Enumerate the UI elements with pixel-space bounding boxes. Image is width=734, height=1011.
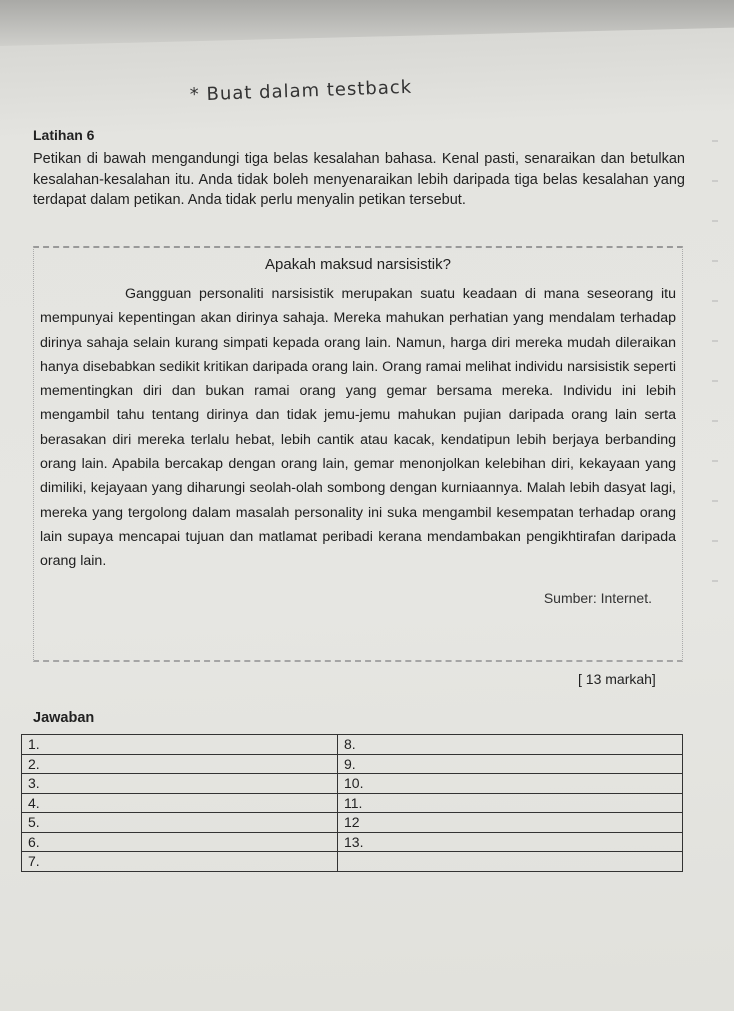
answer-row bbox=[22, 774, 683, 794]
answer-cell-right[interactable]: 11. bbox=[338, 793, 683, 813]
answer-heading: Jawaban bbox=[33, 710, 95, 726]
answer-cell-right[interactable]: 12 bbox=[338, 813, 683, 833]
answer-row bbox=[22, 754, 683, 774]
page-edge-marks bbox=[712, 140, 718, 620]
answer-cell-left[interactable]: 2. bbox=[22, 754, 338, 774]
answer-cell-left[interactable]: 4. bbox=[22, 793, 338, 813]
page-shadow bbox=[0, 0, 734, 46]
answer-table bbox=[21, 734, 683, 872]
answer-cell-left[interactable]: 1. bbox=[22, 735, 338, 755]
marks-label: [ 13 markah] bbox=[578, 671, 656, 687]
answer-row bbox=[22, 735, 683, 755]
instructions-text: Petikan di bawah mengandungi tiga belas kesalahan bahasa. Kenal pasti, senaraikan dan betulkan kesalahan-kesalahan itu. Anda tidak boleh menyenaraikan lebih daripada tiga belas kesalahan yang terdapat dalam petikan. Anda tidak perlu menyalin petikan tersebut. bbox=[33, 151, 685, 208]
answer-cell-right[interactable]: 10. bbox=[338, 774, 683, 794]
answer-row bbox=[22, 832, 683, 852]
exercise-title: Latihan 6 bbox=[33, 127, 95, 143]
answer-cell-left[interactable]: 7. bbox=[22, 852, 338, 872]
answer-cell-right[interactable]: 13. bbox=[338, 832, 683, 852]
excerpt-body: Gangguan personaliti narsisistik merupakan suatu keadaan di mana seseorang itu mempunyai kepentingan akan dirinya sahaja. Mereka mahukan perhatian yang mendalam terhadap dirinya sahaja selain kurang simpati kepada orang lain. Namun, harga diri mereka mudah dileraikan hanya disebabkan sedikit kritikan daripada orang lain. Orang ramai melihat individu narsisistik seperti mementingkan diri dan bukan ramai orang yang gemar bersama mereka. Individu ini lebih mengambil tahu tentang dirinya dan tidak jemu-jemu mahukan pujian daripada orang lain serta berasakan diri mereka terlalu hebat, lebih cantik atau kacak, kendatipun lebih berjaya berbanding orang lain. Apabila bercakap dengan orang lain, gemar menonjolkan kelebihan diri, kekayaan yang dimiliki, kejayaan yang diharungi seolah-olah sombong dengan kurniaannya. Malah lebih dasyat lagi, mereka yang tergolong dalam masalah personality ini suka mengambil kesempatan terhadap orang lain supaya mencapai tujuan dan matlamat peribadi kerana mendambakan pengikhtirafan daripada orang lain. bbox=[40, 286, 676, 570]
answer-cell-right[interactable]: 8. bbox=[338, 735, 683, 755]
answer-cell-right[interactable]: 9. bbox=[338, 754, 683, 774]
answer-cell-left[interactable]: 3. bbox=[22, 774, 338, 794]
excerpt-title: Apakah maksud narsisistik? bbox=[265, 256, 451, 273]
handwritten-note: * Buat dalam testback bbox=[189, 76, 413, 106]
answer-cell-right[interactable] bbox=[338, 852, 683, 872]
answer-row bbox=[22, 852, 683, 872]
answer-cell-left[interactable]: 6. bbox=[22, 832, 338, 852]
answer-row bbox=[22, 813, 683, 833]
excerpt-source: Sumber: Internet. bbox=[543, 590, 652, 606]
answer-cell-left[interactable]: 5. bbox=[22, 813, 338, 833]
excerpt-box bbox=[33, 246, 683, 662]
answer-row bbox=[22, 793, 683, 813]
